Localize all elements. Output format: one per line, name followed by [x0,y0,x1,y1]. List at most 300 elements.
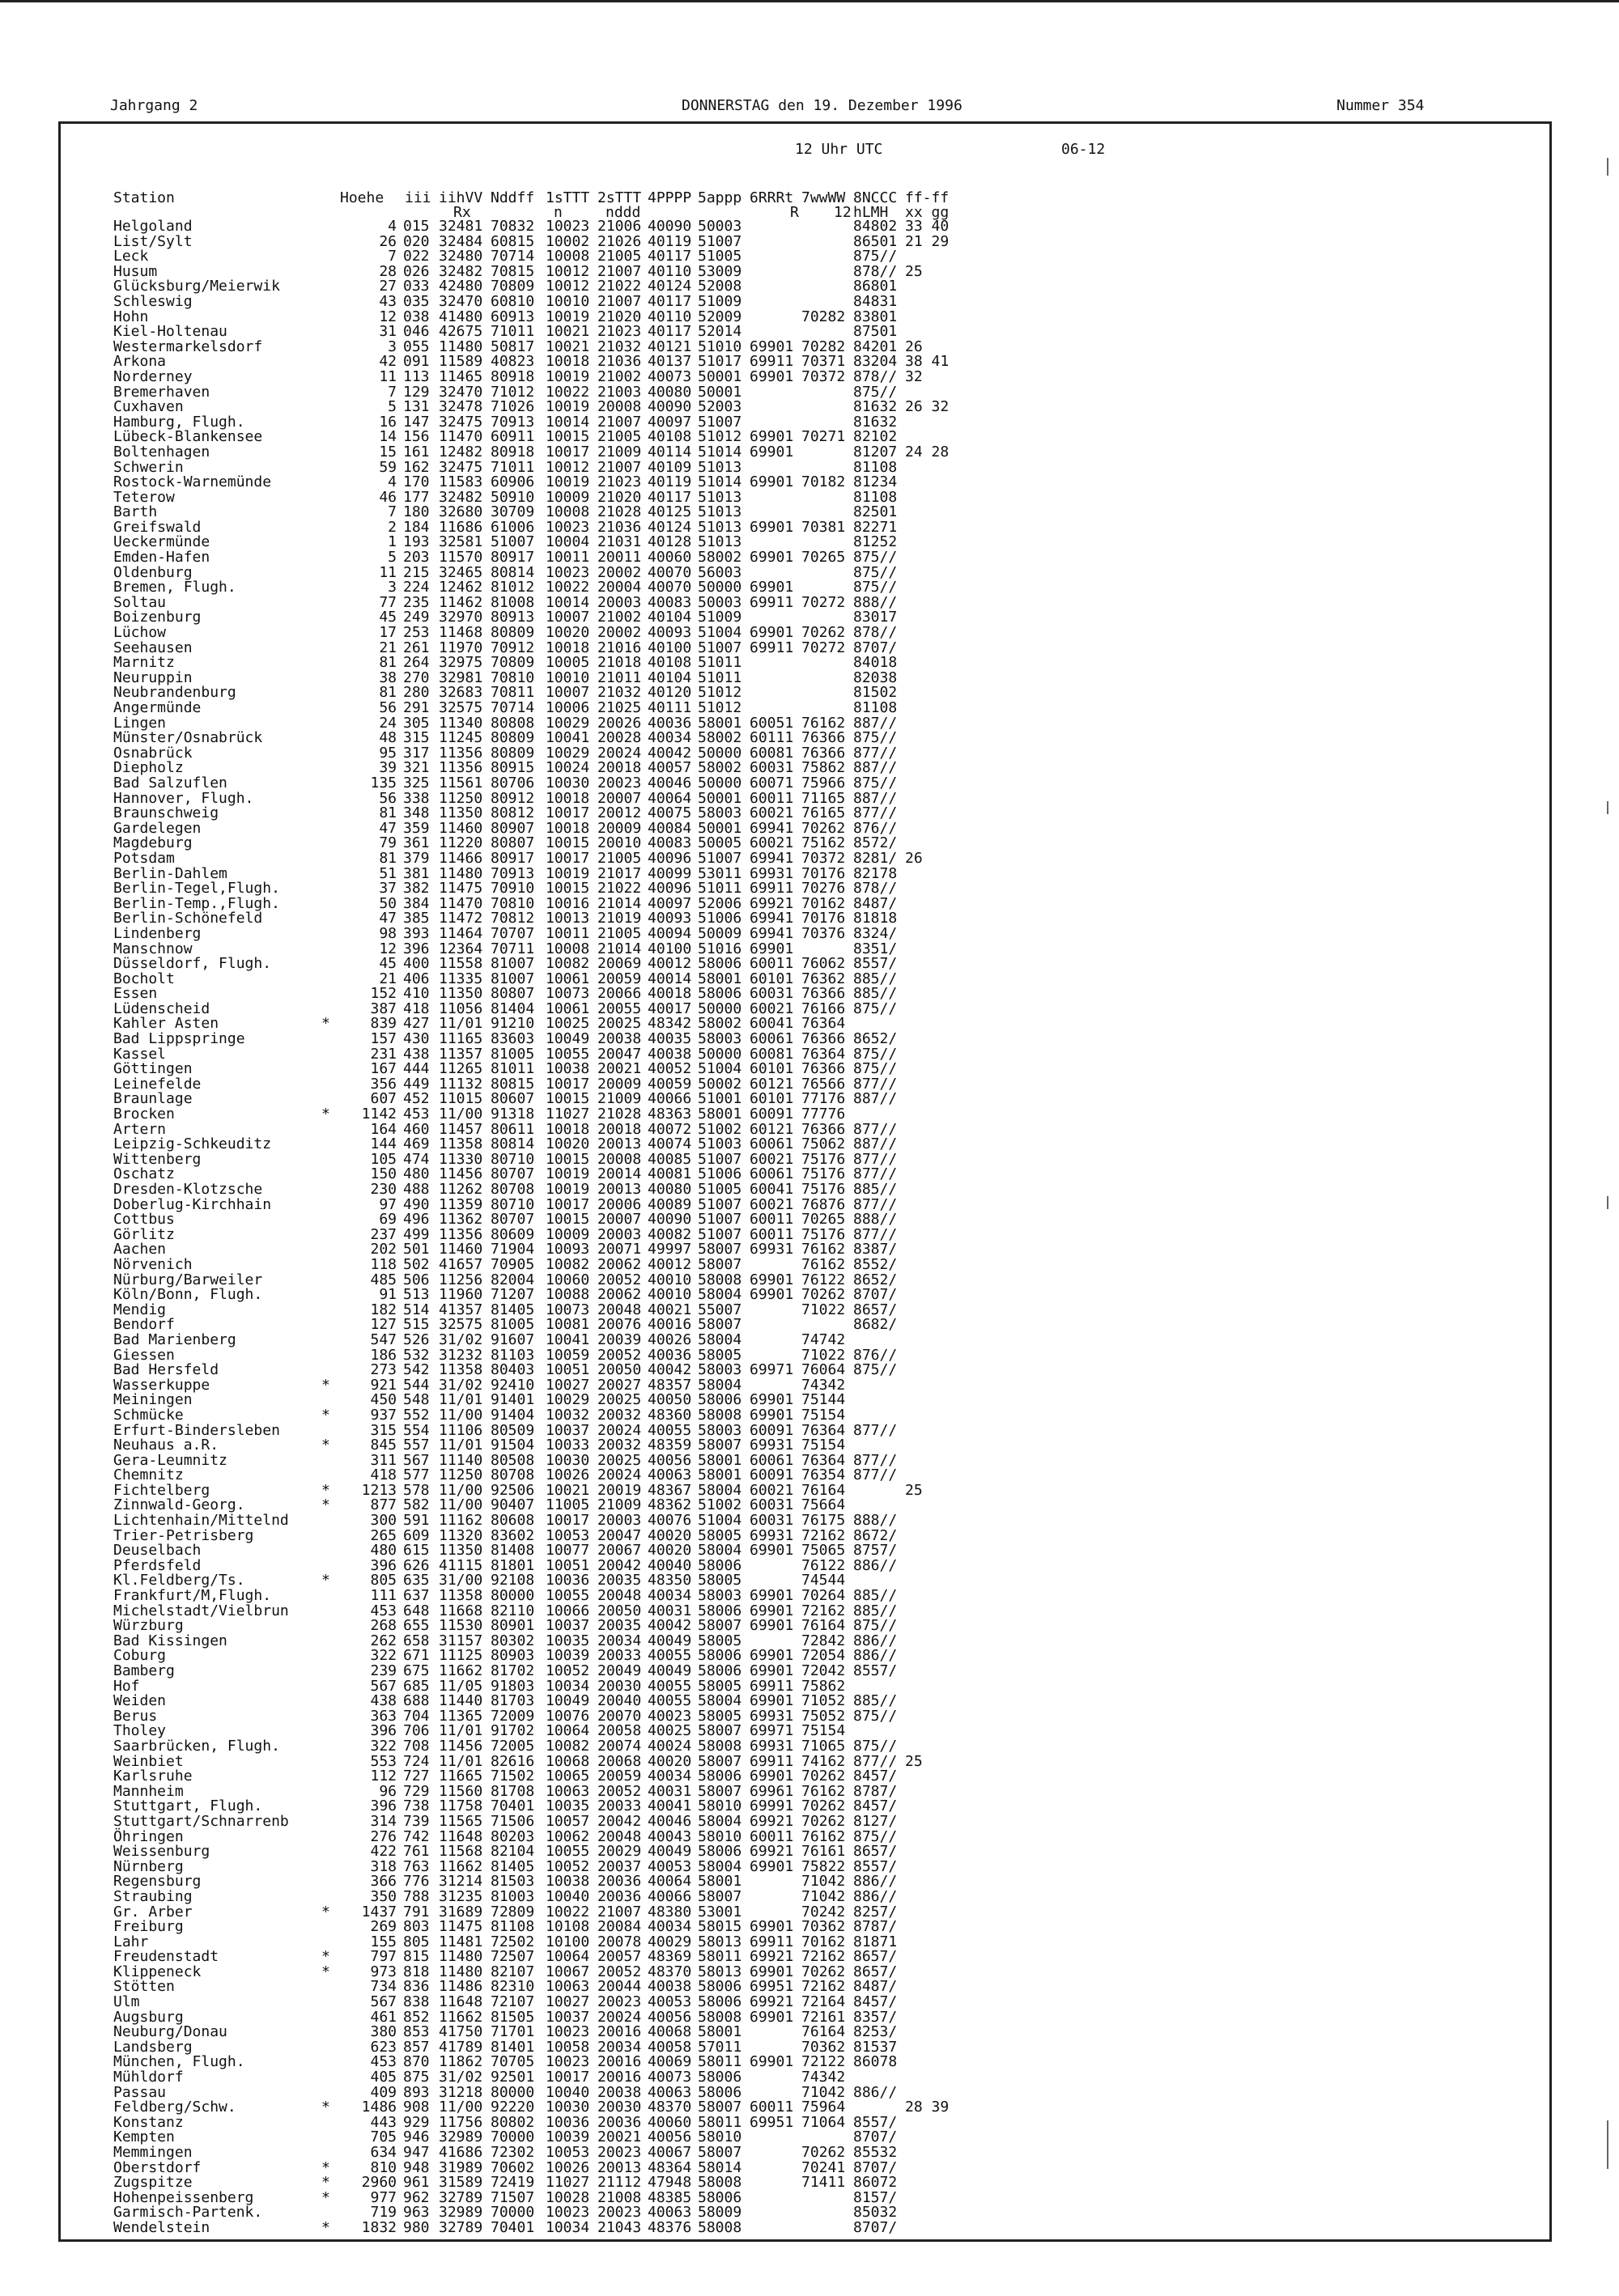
mountain-marker: * [321,1106,330,1123]
group-precip: 69901 [750,443,794,460]
station-name: Stötten [113,1978,175,1996]
group-pressure: 40034 [648,729,692,747]
group-precip: 69901 [750,337,794,355]
group-weather: 71165 [801,789,846,807]
group-dewpoint: 20037 [597,1857,642,1875]
group-nddff: 80809 [491,729,535,747]
station-name: Deuselbach [113,1542,202,1560]
group-tendency: 58005 [698,1677,742,1695]
group-precip: 69901 [750,1918,794,1936]
station-height: 366 [370,1873,397,1891]
station-height: 387 [370,999,397,1017]
group-precip: 69941 [750,849,794,867]
station-name: Helgoland [113,218,193,235]
group-precip: 69931 [750,1526,794,1544]
group-dewpoint: 20026 [597,714,642,732]
station-id: 427 [403,1015,430,1033]
group-clouds: 81207 [853,443,898,460]
station-height: 269 [370,1918,397,1936]
group-tendency: 51005 [698,1181,742,1198]
group-ihvv: 11132 [439,1075,483,1093]
station-name: Berus [113,1707,158,1725]
group-nddff: 81103 [491,1346,535,1364]
station-id: 410 [403,985,430,1003]
station-height: 38 [379,668,397,686]
group-gusts: 25 [905,262,923,280]
station-id: 015 [403,218,430,235]
group-pressure: 40093 [648,624,692,642]
group-dewpoint: 20052 [597,1782,642,1800]
group-nddff: 60815 [491,232,535,250]
station-name: Kiel-Holtenau [113,323,227,341]
group-clouds: 875// [853,563,898,581]
station-name: Diepholz [113,759,184,777]
station-id: 452 [403,1090,430,1108]
group-pressure: 40110 [648,308,692,325]
group-nddff: 72502 [491,1933,535,1950]
station-height: 311 [370,1451,397,1469]
group-dewpoint: 20021 [597,2128,642,2146]
group-pressure: 40049 [648,1632,692,1649]
group-pressure: 48380 [648,1903,692,1920]
group-precip: 69901 [750,940,794,957]
station-name: Lüchow [113,624,167,642]
group-weather: 75176 [801,1150,846,1168]
group-nddff: 71701 [491,2023,535,2041]
group-tendency: 51004 [698,624,742,642]
group-pressure: 40060 [648,2113,692,2131]
group-pressure: 40120 [648,684,692,702]
station-id: 193 [403,533,430,551]
group-dewpoint: 20024 [597,1421,642,1439]
station-id: 321 [403,759,430,777]
group-weather: 72842 [801,1632,846,1649]
group-clouds: 8787/ [853,1782,898,1800]
group-ihvv: 32989 [439,2204,483,2222]
group-ihvv: 32484 [439,232,483,250]
group-clouds: 877// [853,1150,898,1168]
mountain-marker: * [321,1496,330,1514]
station-id: 215 [403,563,430,581]
group-nddff: 81005 [491,1316,535,1334]
group-dewpoint: 21023 [597,323,642,341]
group-precip: 60031 [750,759,794,777]
station-name: Gera-Leumnitz [113,1451,227,1469]
group-pressure: 40072 [648,1120,692,1138]
group-nddff: 80918 [491,367,535,385]
group-tendency: 58007 [698,1722,742,1740]
group-clouds: 82501 [853,503,898,521]
station-height: 202 [370,1241,397,1258]
group-nddff: 81405 [491,1301,535,1318]
group-dewpoint: 20018 [597,759,642,777]
group-ihvv: 11140 [439,1451,483,1469]
group-pressure: 40117 [648,292,692,310]
group-dewpoint: 21036 [597,518,642,536]
group-temp: 10027 [546,1376,590,1394]
group-temp: 10018 [546,789,590,807]
group-pressure: 40042 [648,1361,692,1379]
group-clouds: 877// [853,804,898,822]
station-id: 742 [403,1827,430,1845]
group-temp: 10063 [546,1978,590,1996]
station-id: 708 [403,1737,430,1755]
station-name: Meiningen [113,1391,193,1409]
group-tendency: 58007 [698,1752,742,1770]
group-nddff: 80508 [491,1451,535,1469]
station-name: Berlin-Dahlem [113,864,227,882]
group-dewpoint: 20052 [597,1963,642,1980]
station-id: 727 [403,1768,430,1785]
station-height: 623 [370,2038,397,2056]
group-dewpoint: 20007 [597,789,642,807]
group-weather: 75176 [801,1165,846,1183]
group-clouds: 81108 [853,458,898,476]
group-pressure: 48360 [648,1406,692,1424]
group-tendency: 58007 [698,1617,742,1635]
group-tendency: 58001 [698,714,742,732]
group-precip: 69921 [750,1843,794,1861]
station-name: Konstanz [113,2113,184,2131]
station-name: Artern [113,1120,167,1138]
station-name: Michelstadt/Vielbrun [113,1602,289,1619]
group-temp: 10038 [546,1873,590,1891]
group-temp: 10035 [546,1797,590,1815]
station-name: Greifswald [113,518,202,536]
station-name: Braunschweig [113,804,219,822]
group-dewpoint: 20010 [597,834,642,852]
station-id: 929 [403,2113,430,2131]
mountain-marker: * [321,1015,330,1033]
col-clouds: 8NCCC [853,189,898,206]
group-clouds: 888// [853,1211,898,1229]
station-height: 265 [370,1526,397,1544]
group-tendency: 50001 [698,383,742,401]
station-id: 270 [403,668,430,686]
group-tendency: 51006 [698,910,742,927]
mountain-marker: * [321,2099,330,2116]
group-temp: 10023 [546,518,590,536]
station-height: 230 [370,1181,397,1198]
station-name: Klippeneck [113,1963,202,1980]
group-tendency: 50000 [698,579,742,596]
group-weather: 76364 [801,1451,846,1469]
group-pressure: 40084 [648,819,692,837]
station-id: 055 [403,337,430,355]
station-name: List/Sylt [113,232,193,250]
station-id: 280 [403,684,430,702]
group-temp: 10021 [546,337,590,355]
group-nddff: 81401 [491,2038,535,2056]
group-tendency: 58006 [698,2188,742,2206]
station-id: 515 [403,1316,430,1334]
group-pressure: 40025 [648,1722,692,1740]
group-nddff: 82004 [491,1271,535,1288]
group-precip: 69901 [750,1647,794,1665]
station-id: 203 [403,549,430,567]
station-name: Garmisch-Partenk. [113,2204,263,2222]
group-nddff: 72302 [491,2144,535,2161]
group-clouds: 8387/ [853,1241,898,1258]
group-nddff: 70815 [491,262,535,280]
group-temp: 10060 [546,1271,590,1288]
group-weather: 71411 [801,2174,846,2192]
group-dewpoint: 20062 [597,1255,642,1273]
group-nddff: 91702 [491,1722,535,1740]
group-nddff: 80707 [491,1211,535,1229]
station-id: 875 [403,2069,430,2086]
group-weather: 70271 [801,428,846,446]
station-id: 557 [403,1437,430,1454]
group-tendency: 58007 [698,1241,742,1258]
group-tendency: 58002 [698,549,742,567]
station-height: 734 [370,1978,397,1996]
station-name: Saarbrücken, Flugh. [113,1737,280,1755]
group-clouds: 8707/ [853,2158,898,2176]
group-tendency: 58007 [698,2099,742,2116]
group-pressure: 40049 [648,1662,692,1679]
group-temp: 10014 [546,593,590,611]
station-height: 5 [388,398,397,416]
group-weather: 70162 [801,894,846,912]
group-temp: 10037 [546,2008,590,2026]
group-dewpoint: 20013 [597,1135,642,1153]
group-tendency: 58005 [698,1346,742,1364]
col-precip-sub: R [790,204,799,221]
group-temp: 10007 [546,684,590,702]
station-height: 805 [370,1572,397,1589]
group-precip: 60011 [750,789,794,807]
group-dewpoint: 20068 [597,1752,642,1770]
group-tendency: 58009 [698,2204,742,2222]
group-clouds: 8487/ [853,894,898,912]
group-dewpoint: 20067 [597,1542,642,1560]
group-tendency: 58001 [698,970,742,987]
group-weather: 76364 [801,1045,846,1063]
group-weather: 70182 [801,473,846,491]
group-tendency: 58006 [698,2083,742,2101]
group-temp: 10053 [546,1526,590,1544]
station-id: 729 [403,1782,430,1800]
station-id: 381 [403,864,430,882]
station-height: 12 [379,308,397,325]
group-weather: 71052 [801,1692,846,1710]
station-name: Leck [113,248,149,265]
station-height: 356 [370,1075,397,1093]
group-clouds: 81502 [853,684,898,702]
station-id: 908 [403,2099,430,2116]
group-precip: 69901 [750,624,794,642]
group-weather: 75176 [801,1225,846,1243]
group-ihvv: 32970 [439,609,483,626]
station-height: 47 [379,819,397,837]
station-height: 2960 [361,2174,397,2192]
group-weather: 75065 [801,1542,846,1560]
group-ihvv: 31/02 [439,1330,483,1348]
date-title: DONNERSTAG den 19. Dezember 1996 [682,97,962,114]
group-clouds: 877// [853,1451,898,1469]
group-tendency: 58015 [698,1918,742,1936]
group-temp: 10019 [546,367,590,385]
station-height: 443 [370,2113,397,2131]
group-ihvv: 11265 [439,1060,483,1078]
group-ihvv: 31157 [439,1632,483,1649]
station-name: Schleswig [113,292,193,310]
station-name: Hannover, Flugh. [113,789,254,807]
station-id: 506 [403,1271,430,1288]
group-dewpoint: 20036 [597,1887,642,1905]
group-precip: 60031 [750,1496,794,1514]
group-dewpoint: 20003 [597,593,642,611]
group-clouds: 86501 [853,232,898,250]
station-height: 152 [370,985,397,1003]
group-nddff: 70714 [491,699,535,716]
group-precip: 69901 [750,428,794,446]
group-clouds: 878// [853,262,898,280]
group-weather: 76165 [801,804,846,822]
group-temp: 10065 [546,1768,590,1785]
group-pressure: 40085 [648,1150,692,1168]
group-dewpoint: 20033 [597,1797,642,1815]
group-nddff: 81012 [491,579,535,596]
col-iii: iii [405,189,431,206]
group-clouds: 885// [853,1181,898,1198]
group-weather: 72054 [801,1647,846,1665]
station-name: Teterow [113,488,175,506]
group-ihvv: 31218 [439,2083,483,2101]
group-clouds: 83801 [853,308,898,325]
group-ihvv: 32470 [439,292,483,310]
station-id: 552 [403,1406,430,1424]
group-dewpoint: 20018 [597,1120,642,1138]
group-pressure: 40070 [648,563,692,581]
group-dewpoint: 20035 [597,1617,642,1635]
group-nddff: 81005 [491,1045,535,1063]
group-clouds: 8324/ [853,924,898,942]
station-name: Doberlug-Kirchhain [113,1195,272,1213]
group-weather: 75964 [801,2099,846,2116]
group-tendency: 58011 [698,1948,742,1966]
group-gusts: 21 29 [905,232,950,250]
group-tendency: 50003 [698,593,742,611]
group-weather: 72162 [801,1602,846,1619]
group-nddff: 71012 [491,383,535,401]
group-nddff: 80710 [491,1195,535,1213]
group-dewpoint: 21011 [597,668,642,686]
group-clouds: 877// [853,1120,898,1138]
station-name: Kl.Feldberg/Ts. [113,1572,245,1589]
group-clouds: 875// [853,774,898,792]
group-tendency: 51014 [698,443,742,460]
group-precip: 60041 [750,1181,794,1198]
station-name: Augsburg [113,2008,184,2026]
group-clouds: 83017 [853,609,898,626]
group-precip: 69911 [750,353,794,371]
group-pressure: 40073 [648,2069,692,2086]
station-id: 582 [403,1496,430,1514]
group-temp: 10023 [546,2023,590,2041]
station-id: 688 [403,1692,430,1710]
group-precip: 69901 [750,1662,794,1679]
group-weather: 71042 [801,1887,846,1905]
group-temp: 10063 [546,1782,590,1800]
group-pressure: 40034 [648,1918,692,1936]
group-tendency: 58008 [698,1406,742,1424]
group-ihvv: 11250 [439,789,483,807]
group-nddff: 81007 [491,955,535,973]
group-pressure: 40017 [648,999,692,1017]
group-tendency: 51010 [698,337,742,355]
station-name: Magdeburg [113,834,193,852]
station-name: Hohenpeissenberg [113,2188,254,2206]
group-ihvv: 11475 [439,880,483,898]
group-precip: 60071 [750,774,794,792]
group-precip: 69901 [750,1286,794,1304]
group-ihvv: 32470 [439,383,483,401]
station-height: 1142 [361,1106,397,1123]
group-ihvv: 32475 [439,458,483,476]
group-weather: 70262 [801,624,846,642]
station-height: 461 [370,2008,397,2026]
station-id: 761 [403,1843,430,1861]
group-temp: 10021 [546,1481,590,1499]
group-tendency: 58006 [698,1556,742,1574]
group-ihvv: 32581 [439,533,483,551]
station-name: Leipzig-Schkeuditz [113,1135,272,1153]
group-temp: 10036 [546,1572,590,1589]
group-nddff: 40823 [491,353,535,371]
group-tendency: 58006 [698,1843,742,1861]
group-dewpoint: 21032 [597,337,642,355]
group-weather: 75822 [801,1857,846,1875]
group-tendency: 51013 [698,518,742,536]
station-height: 79 [379,834,397,852]
station-height: 7 [388,383,397,401]
group-ihvv: 11350 [439,1542,483,1560]
group-pressure: 40036 [648,1346,692,1364]
group-temp: 10077 [546,1542,590,1560]
group-precip: 69901 [750,518,794,536]
group-tendency: 50001 [698,819,742,837]
group-tendency: 58005 [698,1632,742,1649]
group-weather: 76164 [801,1617,846,1635]
group-weather: 70176 [801,910,846,927]
group-precip: 60021 [750,1195,794,1213]
group-weather: 74342 [801,1376,846,1394]
station-height: 719 [370,2204,397,2222]
group-tendency: 50000 [698,999,742,1017]
col-t2: 2sTTT [597,189,642,206]
group-nddff: 80917 [491,549,535,567]
group-pressure: 40117 [648,488,692,506]
margin-mark [1607,801,1608,814]
station-height: 567 [370,1677,397,1695]
station-id: 418 [403,999,430,1017]
group-tendency: 51012 [698,699,742,716]
group-precip: 60101 [750,1090,794,1108]
station-name: Seehausen [113,639,193,656]
group-clouds: 8652/ [853,1030,898,1048]
group-dewpoint: 20035 [597,1572,642,1589]
group-nddff: 81007 [491,970,535,987]
group-dewpoint: 20062 [597,1286,642,1304]
station-height: 186 [370,1346,397,1364]
station-id: 035 [403,292,430,310]
station-height: 81 [379,849,397,867]
station-id: 490 [403,1195,430,1213]
group-tendency: 51007 [698,1211,742,1229]
group-temp: 10015 [546,428,590,446]
